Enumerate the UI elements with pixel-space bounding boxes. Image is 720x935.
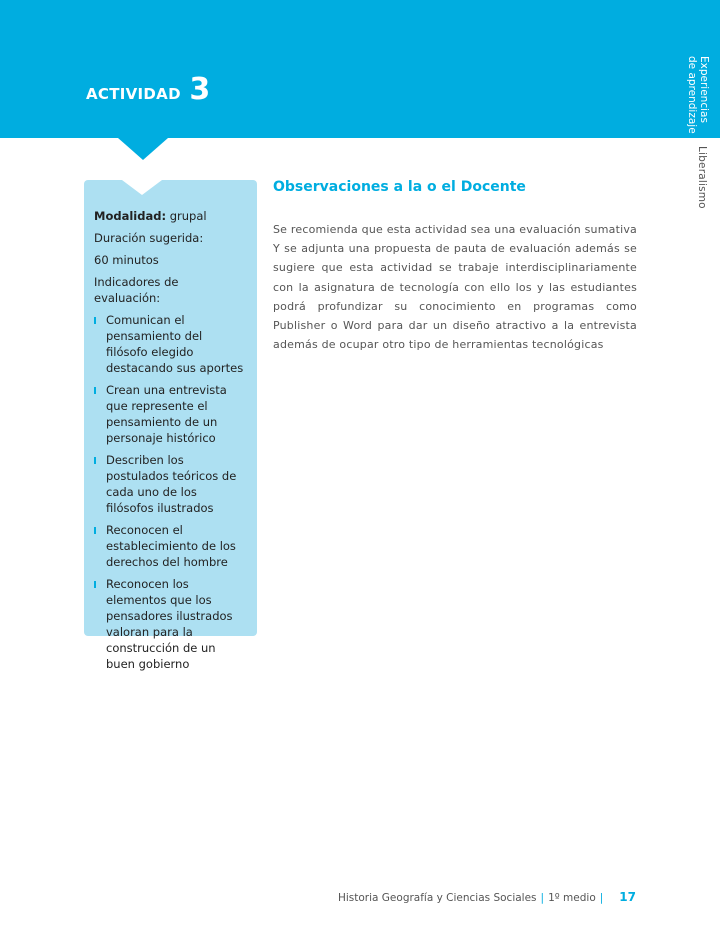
page-number: 17: [619, 890, 636, 904]
page-footer: [338, 890, 636, 904]
indicador-text: Comunican el pensamiento del filósofo elegido destacando sus aportes: [106, 313, 244, 375]
info-box-notch: [122, 180, 162, 195]
indicador-text: Describen los postulados teóricos de cada uno de los filósofos ilustrados: [106, 453, 237, 515]
duracion-label: [94, 230, 247, 246]
bullet-icon: [94, 387, 96, 394]
activity-number: 3: [189, 72, 211, 107]
bullet-icon: [94, 317, 96, 324]
footer-separator: |: [540, 892, 545, 904]
section-tab: [686, 56, 710, 134]
header-band: [0, 0, 720, 138]
activity-word: ACTIVIDAD: [86, 85, 181, 103]
section-tab-line-2: de aprendizaje: [686, 56, 698, 134]
section-tab-line-1: Experiencias: [698, 56, 710, 123]
bullet-icon: [94, 581, 96, 588]
duracion-label-text: Duración sugerida:: [94, 231, 204, 245]
modalidad-label: Modalidad:: [94, 209, 167, 223]
indicador-text: Crean una entrevista que represente el pensamiento de un personaje histórico: [106, 383, 227, 445]
footer-separator: |: [599, 892, 604, 904]
activity-title: [86, 72, 210, 107]
list-item: [94, 452, 247, 516]
indicadores-list: [94, 312, 247, 672]
observaciones-title: Observaciones a la o el Docente: [273, 179, 526, 195]
footer-level: 1º medio: [548, 892, 596, 904]
indicador-text: Reconocen el establecimiento de los derechos del hombre: [106, 523, 236, 569]
list-item: [94, 522, 247, 570]
indicadores-label: Indicadores de evaluación:: [94, 275, 179, 305]
bullet-icon: [94, 527, 96, 534]
activity-info-box: [84, 180, 257, 671]
modalidad: [94, 208, 247, 224]
duracion-value: 60 minutos: [94, 253, 159, 267]
footer-subject: Historia Geografía y Ciencias Sociales: [337, 892, 537, 904]
modalidad-value: grupal: [166, 209, 207, 223]
observaciones-body: Se recomienda que esta actividad sea una evaluación sumativa Y se adjunta una propuesta de pauta de evaluación además se sugiere que esta actividad se trabaje interdisciplinariamente con la asignatura de tecnología con ello los y las estudiantes podrá profundizar su conocimiento en programas como Publisher o Word para dar un diseño atractivo a la entrevista además de ocupar otro tipo de herramientas tecnológicas: [273, 223, 637, 352]
list-item: [94, 382, 247, 446]
list-item: [94, 576, 247, 672]
header-pointer: [118, 138, 168, 160]
topic-label: Liberalismo: [696, 146, 708, 209]
indicador-text: Reconocen los elementos que los pensadores ilustrados valoran para la construcción de un buen gobierno: [106, 577, 233, 671]
list-item: [94, 312, 247, 376]
bullet-icon: [94, 457, 96, 464]
